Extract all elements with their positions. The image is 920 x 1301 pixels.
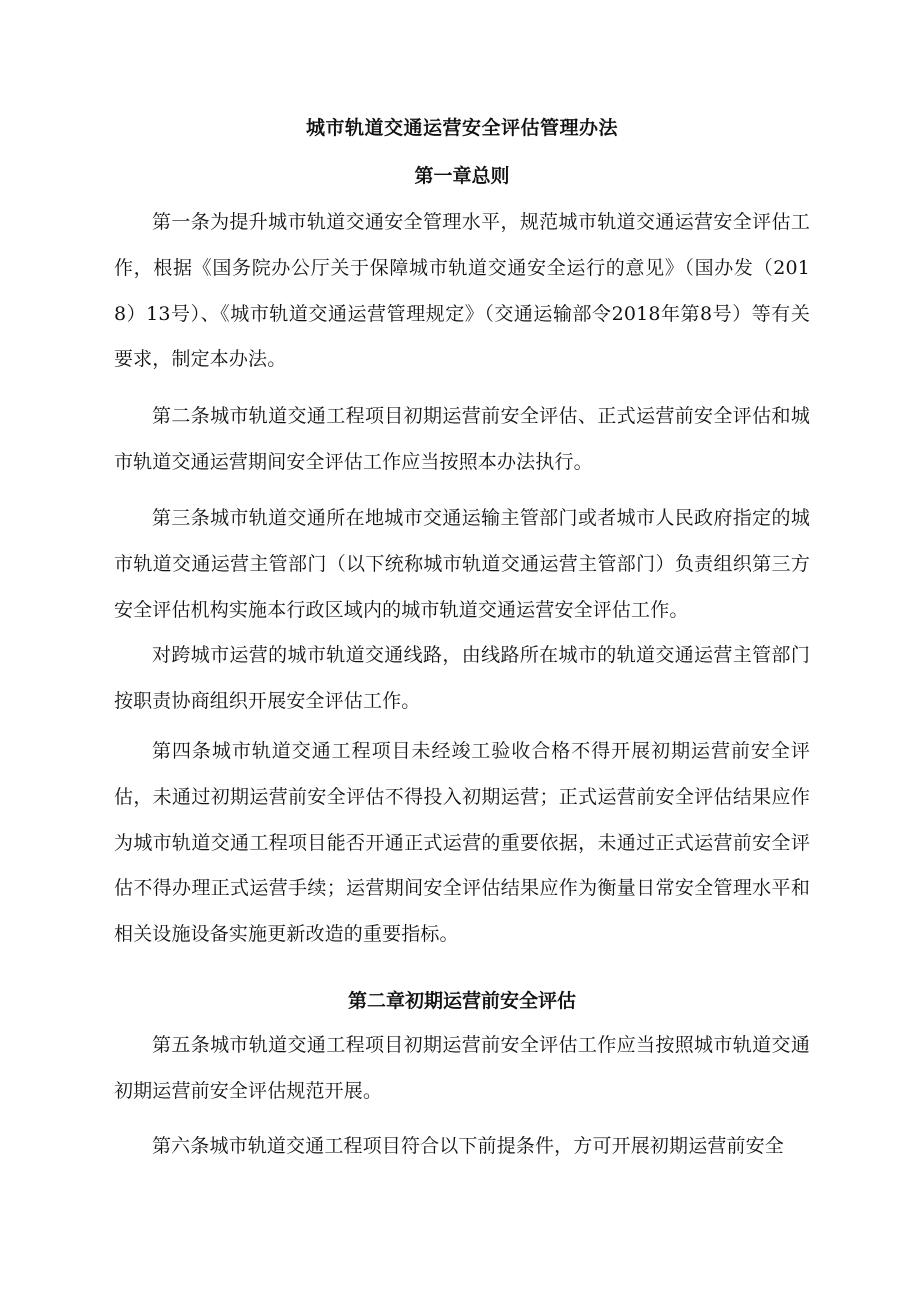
article-3-paragraph: 第三条城市轨道交通所在地城市交通运输主管部门或者城市人民政府指定的城市轨道交通运营主管部门（以下统称城市轨道交通运营主管部门）负责组织第三方安全评估机构实施本行政区域内的城市轨道交通运营安全评估工作。 xyxy=(114,507,810,621)
cross-city-paragraph: 对跨城市运营的城市轨道交通线路，由线路所在城市的轨道交通运营主管部门按职责协商组织开展安全评估工作。 xyxy=(114,644,810,712)
document-title: 城市轨道交通运营安全评估管理办法 xyxy=(305,117,618,139)
article-1-paragraph: 第一条为提升城市轨道交通安全管理水平，规范城市轨道交通运营安全评估工作，根据《国务院办公厅关于保障城市轨道交通安全运行的意见》（国办发（2018）13号）、《城市轨道交通运营管理规定》（交通运输部令2018年第8号）等有关要求，制定本办法。 xyxy=(114,211,810,371)
article-2-paragraph: 第二条城市轨道交通工程项目初期运营前安全评估、正式运营前安全评估和城市轨道交通运营期间安全评估工作应当按照本办法执行。 xyxy=(114,405,810,473)
chapter-1-heading: 第一章总则 xyxy=(414,165,510,187)
article-4-paragraph: 第四条城市轨道交通工程项目未经竣工验收合格不得开展初期运营前安全评估，未通过初期运营前安全评估不得投入初期运营；正式运营前安全评估结果应作为城市轨道交通工程项目能否开通正式运营的重要依据，未通过正式运营前安全评估不得办理正式运营手续；运营期间安全评估结果应作为衡量日常安全管理水平和相关设施设备实施更新改造的重要指标。 xyxy=(114,740,810,946)
article-5-paragraph: 第五条城市轨道交通工程项目初期运营前安全评估工作应当按照城市轨道交通初期运营前安全评估规范开展。 xyxy=(114,1034,810,1102)
article-6-paragraph: 第六条城市轨道交通工程项目符合以下前提条件，方可开展初期运营前安全 xyxy=(152,1135,784,1157)
chapter-2-heading: 第二章初期运营前安全评估 xyxy=(347,990,576,1012)
